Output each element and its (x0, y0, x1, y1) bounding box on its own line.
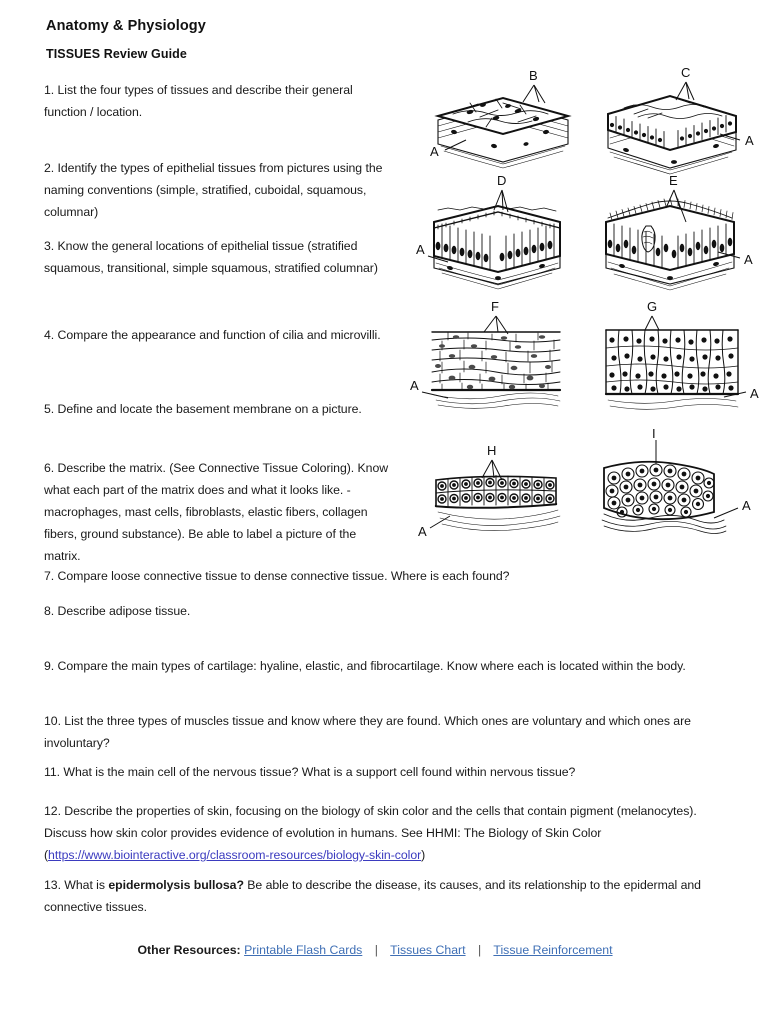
footer-separator-1: | (374, 943, 378, 957)
figure-label-A: A (430, 144, 439, 159)
tissues-chart-link[interactable]: Tissues Chart (390, 943, 466, 957)
figure-label-A: A (745, 133, 754, 148)
figure-stratified-squamous-epithelium (408, 296, 584, 420)
other-resources-footer (44, 940, 706, 960)
figure-stratified-cuboidal-epithelium (408, 440, 584, 564)
question-7: 7. Compare loose connective tissue to dense connective tissue. Where is each found? (44, 569, 510, 583)
figure-simple-squamous-epithelium (408, 58, 584, 182)
figure-label-G: G (647, 299, 658, 314)
question-13 (44, 874, 706, 918)
question-5: 5. Define and locate the basement membrane on a picture. (44, 402, 362, 416)
figure-label-A: A (418, 524, 427, 539)
figure-label-B: B (529, 68, 538, 83)
question-11: 11. What is the main cell of the nervous tissue? What is a support cell found within nervous tissue? (44, 765, 576, 779)
page-title: Anatomy & Physiology (46, 18, 206, 34)
figure-label-A: A (750, 386, 759, 401)
question-13-text-part2: Be able to describe the disease, its causes, and its relationship to the epidermal and connective tissues. (44, 878, 701, 914)
question-13-bold-term: epidermolysis bullosa? (108, 878, 244, 892)
question-3: 3. Know the general locations of epithelial tissue (stratified squamous, transitional, simple squamous, stratified columnar) (44, 239, 378, 275)
figure-label-D: D (497, 173, 507, 188)
question-8: 8. Describe adipose tissue. (44, 604, 191, 618)
question-2: 2. Identify the types of epithelial tissues from pictures using the naming conventions (simple, stratified, cuboidal, squamous, columnar) (44, 161, 383, 219)
question-12 (44, 800, 706, 866)
question-1: 1. List the four types of tissues and describe their general function / location. (44, 83, 353, 119)
figure-label-A: A (410, 378, 419, 393)
figure-pseudostratified-columnar-epithelium (590, 168, 766, 292)
question-10: 10. List the three types of muscles tissue and know where they are found. Which ones are voluntary and which ones are involuntary? (44, 714, 691, 750)
question-13-text-part1: 13. What is (44, 878, 109, 892)
page-subtitle: TISSUES Review Guide (46, 47, 187, 61)
question-4: 4. Compare the appearance and function of cilia and microvilli. (44, 328, 381, 342)
skin-color-resource-link[interactable]: https://www.biointeractive.org/classroom-resources/biology-skin-color (48, 848, 422, 862)
question-12-text-after: ) (421, 848, 426, 862)
figure-transitional-epithelium (590, 426, 766, 564)
figure-label-H: H (487, 443, 497, 458)
figure-label-C: C (681, 65, 691, 80)
figure-simple-columnar-epithelium (408, 168, 584, 292)
figure-label-A: A (744, 252, 753, 267)
question-12-text-before: 12. Describe the properties of skin, focusing on the biology of skin color and the cells that contain pigment (melanocytes). Discuss how skin color provides evidence of evolution in humans. See HHMI: The Biology of Skin Color ( (44, 804, 697, 862)
figure-stratified-columnar-epithelium (590, 296, 766, 420)
epithelial-tissue-figure-panel (408, 58, 760, 558)
figure-label-A: A (416, 242, 425, 257)
figure-label-A: A (742, 498, 751, 513)
figure-label-I: I (652, 426, 656, 441)
figure-label-E: E (669, 173, 678, 188)
printable-flash-cards-link[interactable]: Printable Flash Cards (244, 943, 363, 957)
footer-separator-2: | (477, 943, 482, 957)
figure-simple-cuboidal-epithelium (590, 58, 766, 182)
other-resources-label: Other Resources: (137, 943, 241, 957)
tissue-reinforcement-link[interactable]: Tissue Reinforcement (493, 943, 613, 957)
question-9: 9. Compare the main types of cartilage: hyaline, elastic, and fibrocartilage. Know where each is located within the body. (44, 659, 686, 673)
question-6: 6. Describe the matrix. (See Connective Tissue Coloring). Know what each part of the matrix does and what it looks like. - macrophages, mast cells, fibroblasts, elastic fibers, collagen fibers, ground substance). Be able to label a picture of the matrix. (44, 461, 389, 563)
figure-label-F: F (491, 299, 499, 314)
